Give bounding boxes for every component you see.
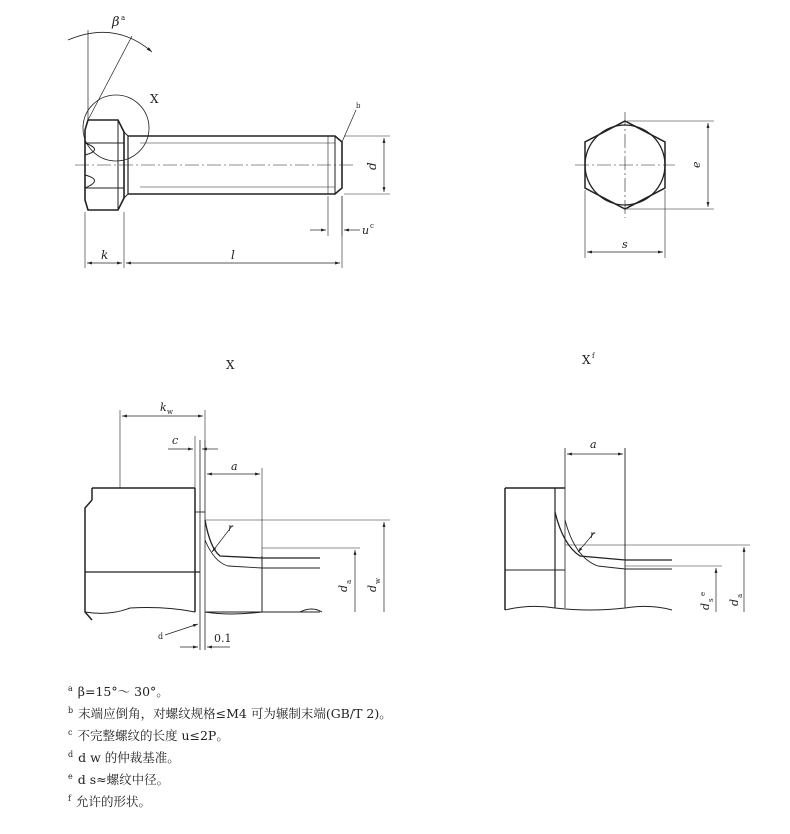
da-sub: a xyxy=(345,579,353,584)
across-flats-s-label: s xyxy=(622,238,628,251)
dw-label: d xyxy=(366,584,379,592)
kw-sub: w xyxy=(167,408,173,416)
dw-sub: w xyxy=(374,578,382,584)
detail-xf-drawing xyxy=(505,448,750,612)
footnotes xyxy=(68,678,768,810)
gap-0-1-label: 0.1 xyxy=(214,632,232,645)
chamfer-note-mark: b xyxy=(356,102,361,110)
dw-reference-mark: d xyxy=(158,632,164,641)
length-u-label: u xyxy=(362,224,370,237)
bolt-end-view xyxy=(575,112,714,258)
detail-xf-title: X xyxy=(582,353,591,367)
footnote-c-text: 不完整螺纹的长度 u≤2P。 xyxy=(77,728,229,743)
beta-note-mark: a xyxy=(121,14,126,22)
footnote-a-mark: a xyxy=(68,684,73,693)
footnote-d-text: d w 的仲裁基准。 xyxy=(78,750,180,765)
detail-xf-note-mark: f xyxy=(592,352,595,360)
da-label: d xyxy=(337,584,350,592)
detail-x-title: X xyxy=(226,358,235,372)
across-corners-e-label: e xyxy=(690,161,703,168)
xf-da-label: d xyxy=(728,598,741,606)
ds-note-mark: e xyxy=(699,591,707,596)
xf-da-sub: a xyxy=(736,593,744,598)
footnote-c xyxy=(68,722,768,744)
ds-sub: s xyxy=(707,598,715,602)
a-label: a xyxy=(231,460,238,473)
beta-label: β xyxy=(112,15,120,30)
head-height-k-label: k xyxy=(101,248,109,262)
footnote-f-text: 允许的形状。 xyxy=(75,794,151,809)
footnote-f xyxy=(68,788,768,810)
length-l-label: l xyxy=(231,248,235,262)
kw-label: k xyxy=(160,401,167,414)
r-label: r xyxy=(228,523,233,534)
c-label: c xyxy=(172,434,179,447)
length-u-note-mark: c xyxy=(370,222,374,230)
footnote-c-mark: c xyxy=(68,728,73,737)
footnote-b xyxy=(68,700,768,722)
footnote-b-mark: b xyxy=(68,706,74,715)
xf-a-label: a xyxy=(590,438,597,451)
diameter-d-label: d xyxy=(365,162,379,170)
footnote-e-mark: e xyxy=(68,772,73,781)
footnote-d xyxy=(68,744,768,766)
footnote-a xyxy=(68,678,768,700)
ds-label: d xyxy=(699,602,712,610)
detail-x-drawing xyxy=(85,410,390,650)
xf-r-label: r xyxy=(590,530,595,541)
footnote-d-mark: d xyxy=(68,750,74,759)
footnote-e xyxy=(68,766,768,788)
footnote-f-mark: f xyxy=(68,794,71,803)
bolt-side-view xyxy=(68,30,390,268)
footnote-a-text: β=15°～ 30°。 xyxy=(77,684,169,699)
footnote-b-text: 末端应倒角，对螺纹规格≤M4 可为辗制末端(GB/T 2)。 xyxy=(78,706,392,721)
detail-x-label: X xyxy=(150,92,159,106)
footnote-e-text: d s≈螺纹中径。 xyxy=(77,772,170,787)
